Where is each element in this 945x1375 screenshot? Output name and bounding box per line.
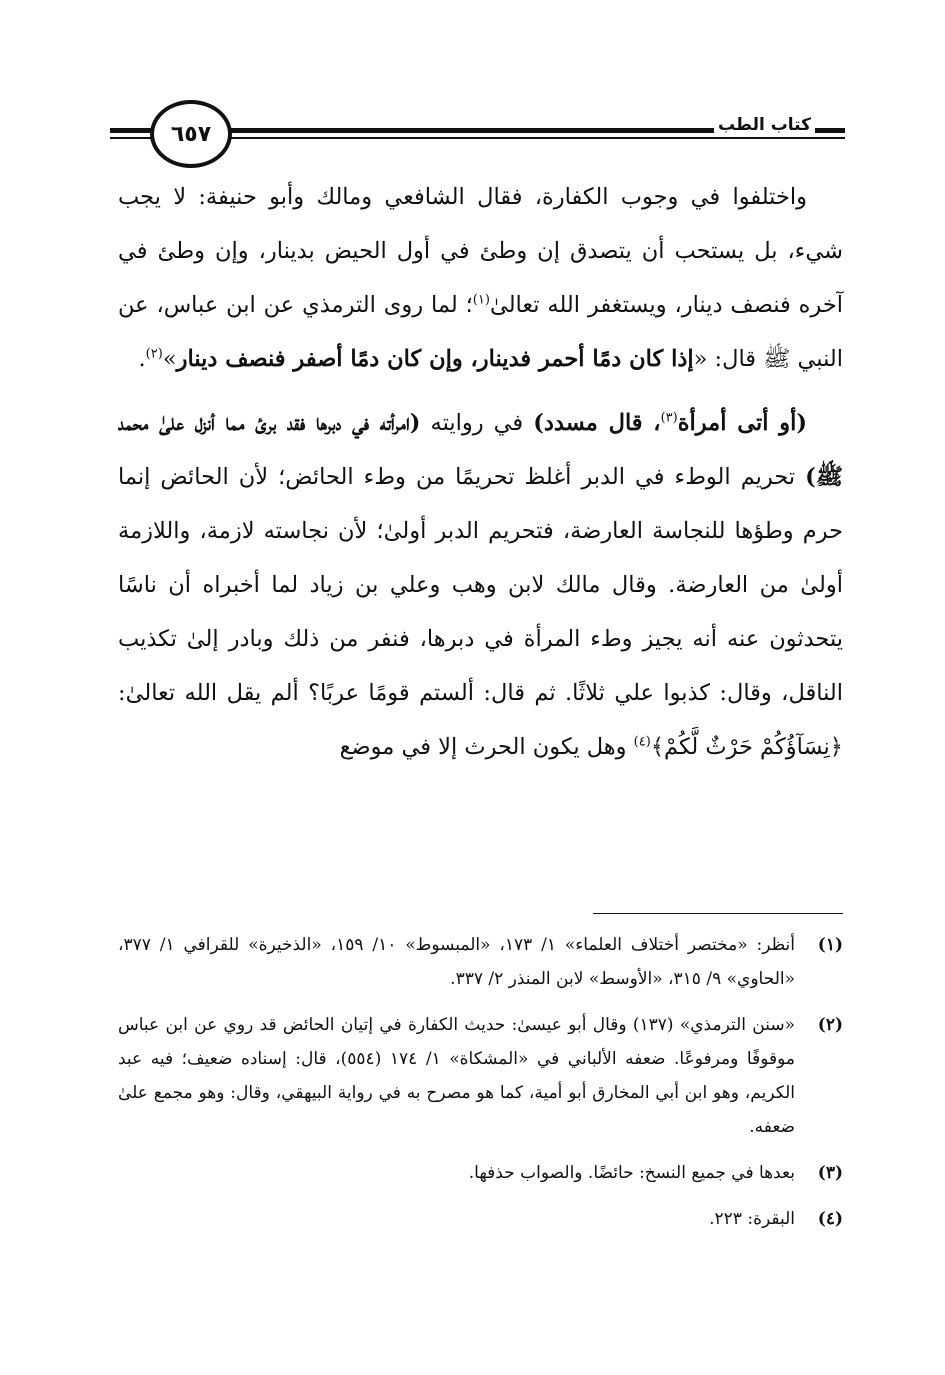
footnote-separator xyxy=(593,913,843,914)
footnote-text: «سنن الترمذي» (١٣٧) وقال أبو عيسىٰ: حديث الكفارة في إتيان الحائض قد روي عن ابن عباس موقوفًا ومرفوعًا. ضعفه الألباني في «المشكاة» ١/ ١٧٤ (٥٥٤)، قال: إسناده ضعيف؛ فيه عبد الكريم، وهو ابن أبي المخارق أبو أمية، كما هو مصرح به في رواية البيهقي، وقال: وهو مجمع علىٰ ضعفه. xyxy=(118,1015,795,1137)
footnote-3 xyxy=(118,1156,843,1190)
footnote-ref-2[interactable]: (٢) xyxy=(145,346,163,362)
footnote-number: (١) xyxy=(817,935,843,955)
text-segment: واختلفوا في وجوب الكفارة، فقال الشافعي ومالك وأبو حنيفة: لا يجب شيء، بل يستحب أن يتصدق إن وطئ في أول الحيض بدينار، وإن وطئ في آخره فنصف دينار، ويستغفر الله تعالىٰ xyxy=(118,184,844,318)
footnote-number: (٤) xyxy=(817,1209,843,1229)
paragraph-1 xyxy=(118,170,843,386)
matn-segment: (أو أتى أمرأة xyxy=(677,410,807,436)
footnote-text: بعدها في جميع النسخ: حائضًا. والصواب حذفها. xyxy=(468,1163,795,1183)
hadith-quote: إذا كان دمًا أحمر فدينار، وإن كان دمًا أصفر فنصف دينار xyxy=(176,346,694,372)
footnote-1 xyxy=(118,928,843,996)
paragraph-2 xyxy=(118,396,843,774)
footnote-2 xyxy=(118,1008,843,1144)
matn-segment: (امرأته في دبرها فقد برئ مما أنزل علىٰ محمد ﷺ) xyxy=(118,410,843,490)
running-title: كتاب الطب xyxy=(714,115,815,135)
footnote-ref-1[interactable]: (١) xyxy=(472,292,490,308)
footnote-text: البقرة: ٢٢٣. xyxy=(709,1209,795,1229)
footnotes xyxy=(118,928,843,1248)
text-segment: . xyxy=(138,346,146,372)
main-text xyxy=(118,170,843,774)
page-header xyxy=(110,95,845,175)
footnote-text: أنظر: «مختصر أختلاف العلماء» ١/ ١٧٣، «المبسوط» ١٠/ ١٥٩، «الذخيرة» للقرافي ١/ ٣٧٧، «الحاوي» ٩/ ٣١٥، «الأوسط» لابن المنذر ٢/ ٣٣٧. xyxy=(118,935,795,989)
footnote-number: (٢) xyxy=(817,1015,843,1035)
text-segment: وهل يكون الحرث إلا في موضع xyxy=(339,734,634,760)
matn-segment: ، قال مسدد) xyxy=(533,410,661,436)
text-segment: ؛ لما روى الترمذي عن ابن عباس، عن النبي ﷺ قال: « xyxy=(118,292,843,372)
text-segment: » xyxy=(162,346,177,372)
page-number: ٦٥٧ xyxy=(150,100,232,168)
text-segment: في روايته xyxy=(420,410,534,436)
text-segment: تحريم الوطء في الدبر أغلظ تحريمًا من وطء الحائض؛ لأن الحائض إنما حرم وطؤها للنجاسة العارضة، فتحريم الدبر أولىٰ؛ لأن نجاسته لازمة، واللازمة أولىٰ من العارضة. وقال مالك لابن وهب وعلي بن زياد لما أخبراه أن ناسًا يتحدثون عنه أنه يجيز وطء المرأة في دبرها، فنفر من ذلك وبادر إلىٰ تكذيب الناقل، وقال: كذبوا علي ثلاثًا. ثم قال: ألستم قومًا عربًا؟ ألم يقل الله تعالىٰ: ﴿نِسَآؤُكُمْ حَرْثٌ لَّكُمْ﴾ xyxy=(118,464,843,760)
footnote-ref-3[interactable]: (٣) xyxy=(660,410,678,426)
footnote-ref-4[interactable]: (٤) xyxy=(633,734,651,750)
footnote-number: (٣) xyxy=(817,1163,843,1183)
footnote-4 xyxy=(118,1202,843,1236)
